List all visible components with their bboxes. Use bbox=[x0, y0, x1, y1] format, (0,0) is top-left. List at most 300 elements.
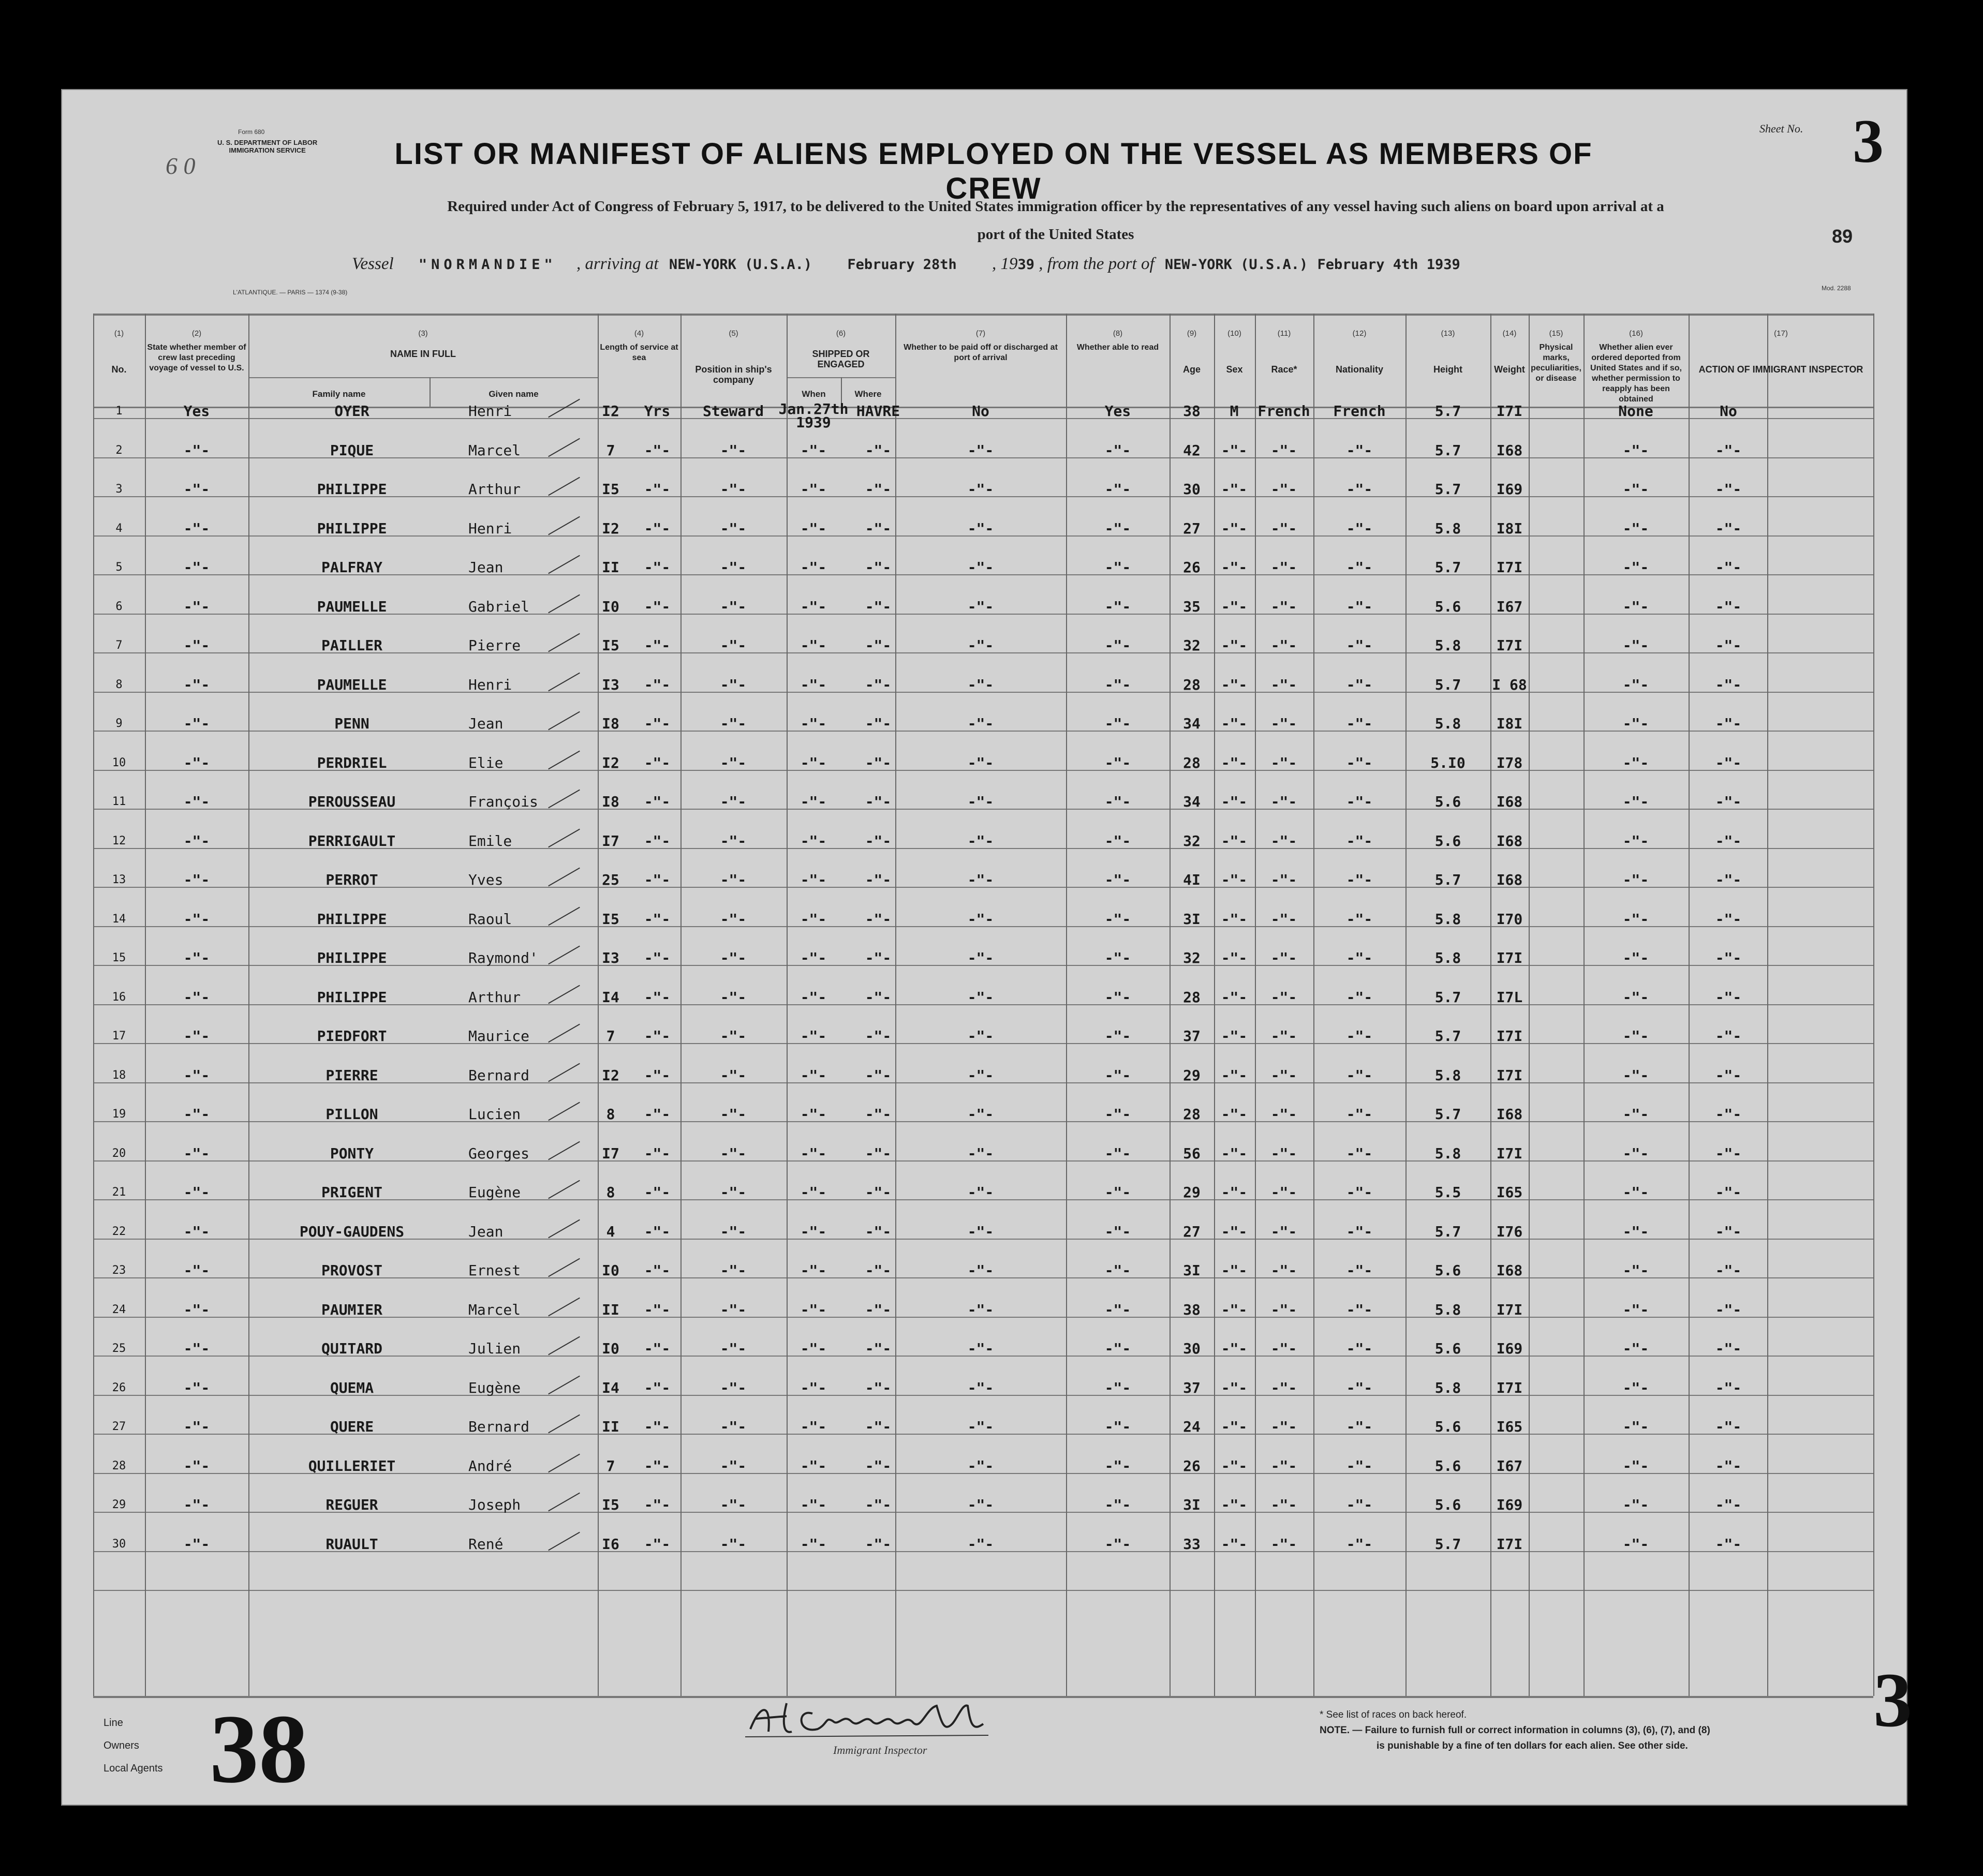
nationality: -"- bbox=[1346, 1066, 1373, 1084]
race: -"- bbox=[1270, 519, 1297, 537]
given-name: Raoul bbox=[468, 910, 512, 928]
able-to-read: -"- bbox=[1104, 1223, 1131, 1240]
deported: -"- bbox=[1715, 1301, 1742, 1318]
nationality: -"- bbox=[1346, 1184, 1373, 1201]
service-unit: -"- bbox=[644, 1223, 671, 1240]
age: 35 bbox=[1183, 598, 1201, 615]
row-number: 7 bbox=[115, 639, 123, 652]
paid-off: -"- bbox=[967, 1106, 994, 1123]
height: 5.7 bbox=[1434, 676, 1461, 693]
race: -"- bbox=[1270, 1340, 1297, 1357]
able-to-read: -"- bbox=[1104, 910, 1131, 928]
family-name: PIQUE bbox=[330, 441, 374, 459]
physical-marks: -"- bbox=[1622, 1340, 1649, 1357]
age: 3I bbox=[1183, 1262, 1201, 1279]
paid-off: -"- bbox=[967, 910, 994, 928]
prev-voyage: -"- bbox=[183, 1535, 210, 1553]
service-unit: -"- bbox=[644, 1457, 671, 1475]
service-length: I5 bbox=[602, 637, 619, 654]
height: 5.8 bbox=[1434, 910, 1461, 928]
height: 5.6 bbox=[1434, 598, 1461, 615]
family-name: PAUMIER bbox=[321, 1301, 382, 1318]
ship-position: -"- bbox=[720, 793, 747, 810]
nationality: -"- bbox=[1346, 637, 1373, 654]
shipped-where: -"- bbox=[865, 715, 892, 732]
service-length: 7 bbox=[606, 1028, 615, 1045]
service-length: I3 bbox=[602, 949, 619, 966]
form-number: Form 680 bbox=[238, 128, 265, 136]
column-header: Height bbox=[1433, 364, 1462, 375]
row-number: 13 bbox=[112, 873, 126, 886]
subcolumn-header: Family name bbox=[312, 389, 366, 399]
service-length: I8 bbox=[602, 793, 619, 810]
column-header: Age bbox=[1182, 364, 1201, 375]
prev-voyage: -"- bbox=[183, 441, 210, 459]
race: French bbox=[1257, 403, 1310, 420]
paid-off: -"- bbox=[967, 481, 994, 498]
shipped-when: -"- bbox=[800, 637, 827, 654]
arrival-year: 39 bbox=[1017, 257, 1034, 273]
from-port-label: , from the port of bbox=[1039, 255, 1155, 273]
able-to-read: -"- bbox=[1104, 441, 1131, 459]
physical-marks: -"- bbox=[1622, 1223, 1649, 1240]
prev-voyage: -"- bbox=[183, 1106, 210, 1123]
height: 5.6 bbox=[1434, 1496, 1461, 1513]
able-to-read: -"- bbox=[1104, 949, 1131, 966]
prev-voyage: -"- bbox=[183, 1262, 210, 1279]
ship-position: -"- bbox=[720, 1066, 747, 1084]
shipped-when: -"- bbox=[800, 519, 827, 537]
race: -"- bbox=[1270, 949, 1297, 966]
column-header: Whether alien ever ordered deported from United States and if so, whether permission to reapply has been obtained bbox=[1590, 343, 1682, 404]
weight: I69 bbox=[1496, 481, 1523, 498]
service-length: I0 bbox=[602, 1340, 619, 1357]
shipped-where: -"- bbox=[865, 1184, 892, 1201]
column-number: (4) bbox=[634, 329, 644, 338]
deported: -"- bbox=[1715, 1535, 1742, 1553]
age: 28 bbox=[1183, 988, 1201, 1006]
service-length: I2 bbox=[602, 754, 619, 771]
subcolumn-header: Given name bbox=[489, 389, 539, 399]
sex: -"- bbox=[1221, 519, 1248, 537]
given-name: Pierre bbox=[468, 637, 521, 654]
paid-off: -"- bbox=[967, 1301, 994, 1318]
deported: -"- bbox=[1715, 754, 1742, 771]
weight: I78 bbox=[1496, 754, 1523, 771]
paid-off: -"- bbox=[967, 637, 994, 654]
ship-position: -"- bbox=[720, 949, 747, 966]
physical-marks: -"- bbox=[1622, 949, 1649, 966]
prev-voyage: -"- bbox=[183, 1418, 210, 1435]
column-number: (9) bbox=[1187, 329, 1197, 338]
shipped-where: -"- bbox=[865, 637, 892, 654]
race: -"- bbox=[1270, 871, 1297, 888]
arriving-label: , arriving at bbox=[576, 255, 659, 273]
subcolumn-header: Where bbox=[854, 389, 882, 399]
column-number: (17) bbox=[1774, 329, 1788, 338]
shipped-when: -"- bbox=[800, 1301, 827, 1318]
height: 5.6 bbox=[1434, 1457, 1461, 1475]
grid-line bbox=[93, 314, 94, 1696]
column-header: State whether member of crew last preceding voyage of vessel to U.S. bbox=[147, 343, 246, 373]
prev-voyage: -"- bbox=[183, 1379, 210, 1396]
height: 5.8 bbox=[1434, 1066, 1461, 1084]
family-name: PAILLER bbox=[321, 637, 382, 654]
row-number: 6 bbox=[115, 600, 123, 613]
physical-marks: -"- bbox=[1622, 1106, 1649, 1123]
service-length: I5 bbox=[602, 910, 619, 928]
age: 34 bbox=[1183, 715, 1201, 732]
height: 5.6 bbox=[1434, 1340, 1461, 1357]
column-header: Weight bbox=[1494, 364, 1525, 375]
column-number: (12) bbox=[1352, 329, 1367, 338]
race: -"- bbox=[1270, 988, 1297, 1006]
height: 5.7 bbox=[1434, 988, 1461, 1006]
service-length: I2 bbox=[602, 519, 619, 537]
shipped-where: -"- bbox=[865, 676, 892, 693]
paid-off: -"- bbox=[967, 1496, 994, 1513]
deported: -"- bbox=[1715, 1066, 1742, 1084]
service-unit: -"- bbox=[644, 1262, 671, 1279]
service-length: I0 bbox=[602, 1262, 619, 1279]
weight: I68 bbox=[1496, 793, 1523, 810]
deported: -"- bbox=[1715, 1418, 1742, 1435]
shipped-where: -"- bbox=[865, 949, 892, 966]
row-number: 14 bbox=[112, 912, 126, 926]
paid-off: -"- bbox=[967, 559, 994, 576]
paid-off: -"- bbox=[967, 715, 994, 732]
row-number: 27 bbox=[112, 1420, 126, 1433]
age: 27 bbox=[1183, 1223, 1201, 1240]
physical-marks: -"- bbox=[1622, 871, 1649, 888]
sex: -"- bbox=[1221, 1340, 1248, 1357]
column-number: (5) bbox=[729, 329, 738, 338]
ship-position: -"- bbox=[720, 1262, 747, 1279]
family-name: PHILIPPE bbox=[317, 949, 387, 966]
family-name: REGUER bbox=[325, 1496, 378, 1513]
nationality: -"- bbox=[1346, 793, 1373, 810]
family-name: PIERRE bbox=[325, 1066, 378, 1084]
age: 38 bbox=[1183, 403, 1201, 420]
paid-off: -"- bbox=[967, 793, 994, 810]
weight: I7I bbox=[1496, 1535, 1523, 1553]
paid-off: -"- bbox=[967, 676, 994, 693]
race: -"- bbox=[1270, 793, 1297, 810]
prev-voyage: -"- bbox=[183, 1457, 210, 1475]
weight: I7I bbox=[1496, 1066, 1523, 1084]
department-line: U. S. DEPARTMENT OF LABOR bbox=[217, 139, 318, 146]
race: -"- bbox=[1270, 598, 1297, 615]
family-name: PONTY bbox=[330, 1144, 374, 1162]
height: 5.7 bbox=[1434, 1028, 1461, 1045]
row-number: 4 bbox=[115, 522, 123, 535]
row-number: 23 bbox=[112, 1264, 126, 1277]
able-to-read: -"- bbox=[1104, 1262, 1131, 1279]
height: 5.7 bbox=[1434, 871, 1461, 888]
shipped-when: -"- bbox=[800, 1496, 827, 1513]
race: -"- bbox=[1270, 754, 1297, 771]
able-to-read: -"- bbox=[1104, 871, 1131, 888]
ship-position: -"- bbox=[720, 598, 747, 615]
weight: I7I bbox=[1496, 637, 1523, 654]
ship-position: -"- bbox=[720, 481, 747, 498]
given-name: Julien bbox=[468, 1340, 521, 1357]
from-date: February 4th 1939 bbox=[1317, 257, 1460, 273]
able-to-read: -"- bbox=[1104, 793, 1131, 810]
shipped-when: -"- bbox=[800, 1457, 827, 1475]
physical-marks: -"- bbox=[1622, 1028, 1649, 1045]
race: -"- bbox=[1270, 910, 1297, 928]
able-to-read: -"- bbox=[1104, 1457, 1131, 1475]
able-to-read: -"- bbox=[1104, 1184, 1131, 1201]
deported: -"- bbox=[1715, 559, 1742, 576]
race: -"- bbox=[1270, 1144, 1297, 1162]
column-header: Sex bbox=[1226, 364, 1243, 375]
service-length: I4 bbox=[602, 1379, 619, 1396]
weight: I8I bbox=[1496, 715, 1523, 732]
physical-marks: -"- bbox=[1622, 1418, 1649, 1435]
prev-voyage: -"- bbox=[183, 1301, 210, 1318]
physical-marks: -"- bbox=[1622, 559, 1649, 576]
able-to-read: -"- bbox=[1104, 1106, 1131, 1123]
service-unit: -"- bbox=[644, 871, 671, 888]
nationality: -"- bbox=[1346, 1496, 1373, 1513]
shipped-when: -"- bbox=[800, 871, 827, 888]
sheet-label: Sheet No. bbox=[1759, 122, 1803, 135]
family-name: QUILLERIET bbox=[308, 1457, 396, 1475]
deported: -"- bbox=[1715, 1144, 1742, 1162]
column-header: Nationality bbox=[1335, 364, 1383, 375]
family-name: PAUMELLE bbox=[317, 598, 387, 615]
given-name: Raymond' bbox=[468, 949, 538, 966]
able-to-read: -"- bbox=[1104, 676, 1131, 693]
race: -"- bbox=[1270, 441, 1297, 459]
grid-line bbox=[248, 377, 598, 378]
shipped-where: -"- bbox=[865, 793, 892, 810]
inspector-signature bbox=[740, 1693, 1009, 1747]
subtitle-line-2: port of the United States bbox=[977, 226, 1134, 243]
family-name: PIEDFORT bbox=[317, 1028, 387, 1045]
nationality: -"- bbox=[1346, 481, 1373, 498]
service-length: I3 bbox=[602, 676, 619, 693]
shipped-when: -"- bbox=[800, 1223, 827, 1240]
age: 33 bbox=[1183, 1535, 1201, 1553]
prev-voyage: -"- bbox=[183, 1340, 210, 1357]
service-length: I2 bbox=[602, 1066, 619, 1084]
height: 5.6 bbox=[1434, 793, 1461, 810]
race: -"- bbox=[1270, 481, 1297, 498]
height: 5.7 bbox=[1434, 1106, 1461, 1123]
penalty-note-2: is punishable by a fine of ten dollars for each alien. See other side. bbox=[1377, 1740, 1688, 1751]
shipped-where: -"- bbox=[865, 481, 892, 498]
manifest-subtitle bbox=[217, 192, 1894, 248]
paid-off: -"- bbox=[967, 988, 994, 1006]
column-number: (3) bbox=[418, 329, 428, 338]
shipped-where: -"- bbox=[865, 1301, 892, 1318]
ship-position: -"- bbox=[720, 1535, 747, 1553]
service-unit: -"- bbox=[644, 1379, 671, 1396]
physical-marks: -"- bbox=[1622, 1496, 1649, 1513]
shipped-when: -"- bbox=[800, 441, 827, 459]
able-to-read: -"- bbox=[1104, 754, 1131, 771]
ship-position: -"- bbox=[720, 1144, 747, 1162]
service-unit: -"- bbox=[644, 481, 671, 498]
sex: -"- bbox=[1221, 949, 1248, 966]
height: 5.7 bbox=[1434, 441, 1461, 459]
physical-marks: -"- bbox=[1622, 598, 1649, 615]
shipped-when: -"- bbox=[800, 559, 827, 576]
given-name: Marcel bbox=[468, 441, 521, 459]
shipped-when: -"- bbox=[800, 481, 827, 498]
ship-position: -"- bbox=[720, 559, 747, 576]
paid-off: -"- bbox=[967, 832, 994, 850]
row-number: 17 bbox=[112, 1030, 126, 1043]
sex: -"- bbox=[1221, 832, 1248, 850]
deported: -"- bbox=[1715, 1028, 1742, 1045]
given-name: Henri bbox=[468, 519, 512, 537]
column-header: ACTION OF IMMIGRANT INSPECTOR bbox=[1698, 364, 1863, 375]
physical-marks: -"- bbox=[1622, 637, 1649, 654]
row-number: 1 bbox=[115, 405, 123, 418]
prev-voyage: -"- bbox=[183, 832, 210, 850]
service-unit: -"- bbox=[644, 1340, 671, 1357]
subcolumn-header: When bbox=[802, 389, 826, 399]
service-unit: -"- bbox=[644, 1106, 671, 1123]
age: 3I bbox=[1183, 1496, 1201, 1513]
race: -"- bbox=[1270, 1496, 1297, 1513]
shipped-where: HAVRE bbox=[856, 403, 900, 420]
physical-marks: -"- bbox=[1622, 676, 1649, 693]
row-number: 28 bbox=[112, 1459, 126, 1472]
given-name: Arthur bbox=[468, 481, 521, 498]
shipped-when: -"- bbox=[800, 1535, 827, 1553]
row-number: 10 bbox=[112, 756, 126, 769]
service-unit: -"- bbox=[644, 910, 671, 928]
paid-off: -"- bbox=[967, 441, 994, 459]
ship-position: -"- bbox=[720, 1340, 747, 1357]
able-to-read: -"- bbox=[1104, 519, 1131, 537]
column-header: Physical marks, peculiarities, or disease bbox=[1531, 343, 1581, 383]
race: -"- bbox=[1270, 1066, 1297, 1084]
deported: -"- bbox=[1715, 481, 1742, 498]
weight: I69 bbox=[1496, 1496, 1523, 1513]
shipped-where: -"- bbox=[865, 988, 892, 1006]
nationality: -"- bbox=[1346, 1144, 1373, 1162]
service-length: I5 bbox=[602, 1496, 619, 1513]
family-name: PHILIPPE bbox=[317, 910, 387, 928]
service-length: I6 bbox=[602, 1535, 619, 1553]
column-header: Race* bbox=[1271, 364, 1297, 375]
given-name: Eugène bbox=[468, 1379, 521, 1396]
paid-off: -"- bbox=[967, 598, 994, 615]
weight: I68 bbox=[1496, 871, 1523, 888]
prev-voyage: -"- bbox=[183, 715, 210, 732]
weight: I68 bbox=[1496, 1262, 1523, 1279]
row-number: 16 bbox=[112, 990, 126, 1004]
paid-off: -"- bbox=[967, 1144, 994, 1162]
shipped-when: -"- bbox=[800, 1418, 827, 1435]
able-to-read: -"- bbox=[1104, 1144, 1131, 1162]
service-length: 8 bbox=[606, 1106, 615, 1123]
column-number: (15) bbox=[1549, 329, 1563, 338]
printer-note: L'ATLANTIQUE. — PARIS — 1374 (9-38) bbox=[233, 289, 348, 296]
weight: I67 bbox=[1496, 598, 1523, 615]
column-header: Whether able to read bbox=[1076, 343, 1159, 352]
nationality: -"- bbox=[1346, 832, 1373, 850]
deported: -"- bbox=[1715, 793, 1742, 810]
service-unit: -"- bbox=[644, 1028, 671, 1045]
height: 5.6 bbox=[1434, 1262, 1461, 1279]
row-number: 8 bbox=[115, 678, 123, 691]
deported: -"- bbox=[1715, 1457, 1742, 1475]
given-name: André bbox=[468, 1457, 512, 1475]
row-number: 22 bbox=[112, 1225, 126, 1238]
deported: No bbox=[1720, 403, 1737, 420]
able-to-read: -"- bbox=[1104, 1418, 1131, 1435]
age: 3I bbox=[1183, 910, 1201, 928]
height: 5.I0 bbox=[1430, 754, 1466, 771]
given-name: Henri bbox=[468, 676, 512, 693]
sex: -"- bbox=[1221, 598, 1248, 615]
sex: -"- bbox=[1221, 1262, 1248, 1279]
given-name: Maurice bbox=[468, 1028, 530, 1045]
manifest-title: LIST OR MANIFEST OF ALIENS EMPLOYED ON THE VESSEL AS MEMBERS OF CREW bbox=[394, 137, 1593, 205]
age: 42 bbox=[1183, 441, 1201, 459]
ship-position: -"- bbox=[720, 1379, 747, 1396]
row-number: 2 bbox=[115, 443, 123, 457]
sex: -"- bbox=[1221, 1106, 1248, 1123]
column-header: Length of service at sea bbox=[600, 343, 678, 362]
age: 37 bbox=[1183, 1379, 1201, 1396]
service-length: 7 bbox=[606, 441, 615, 459]
row-number: 9 bbox=[115, 717, 123, 730]
prev-voyage: -"- bbox=[183, 910, 210, 928]
service-unit: -"- bbox=[644, 1535, 671, 1553]
row-number: 30 bbox=[112, 1537, 126, 1551]
nationality: -"- bbox=[1346, 949, 1373, 966]
given-name: Bernard bbox=[468, 1418, 530, 1435]
shipped-when: -"- bbox=[800, 988, 827, 1006]
age: 28 bbox=[1183, 676, 1201, 693]
prev-voyage: -"- bbox=[183, 559, 210, 576]
shipped-where: -"- bbox=[865, 832, 892, 850]
service-unit: -"- bbox=[644, 832, 671, 850]
able-to-read: Yes bbox=[1104, 403, 1131, 420]
race: -"- bbox=[1270, 1379, 1297, 1396]
sex: -"- bbox=[1221, 793, 1248, 810]
race: -"- bbox=[1270, 1223, 1297, 1240]
height: 5.8 bbox=[1434, 949, 1461, 966]
age: 27 bbox=[1183, 519, 1201, 537]
race: -"- bbox=[1270, 637, 1297, 654]
weight: I7L bbox=[1496, 988, 1523, 1006]
page-mark: 89 bbox=[1832, 226, 1853, 247]
sex: -"- bbox=[1221, 481, 1248, 498]
grid-line bbox=[93, 1590, 1873, 1591]
prev-voyage: -"- bbox=[183, 1223, 210, 1240]
age: 28 bbox=[1183, 1106, 1201, 1123]
column-number: (2) bbox=[191, 329, 202, 338]
shipped-where: -"- bbox=[865, 1066, 892, 1084]
given-name: Eugène bbox=[468, 1184, 521, 1201]
sex: -"- bbox=[1221, 1496, 1248, 1513]
shipped-where: -"- bbox=[865, 1496, 892, 1513]
physical-marks: -"- bbox=[1622, 910, 1649, 928]
nationality: -"- bbox=[1346, 519, 1373, 537]
height: 5.6 bbox=[1434, 832, 1461, 850]
age: 38 bbox=[1183, 1301, 1201, 1318]
family-name: PEROUSSEAU bbox=[308, 793, 396, 810]
